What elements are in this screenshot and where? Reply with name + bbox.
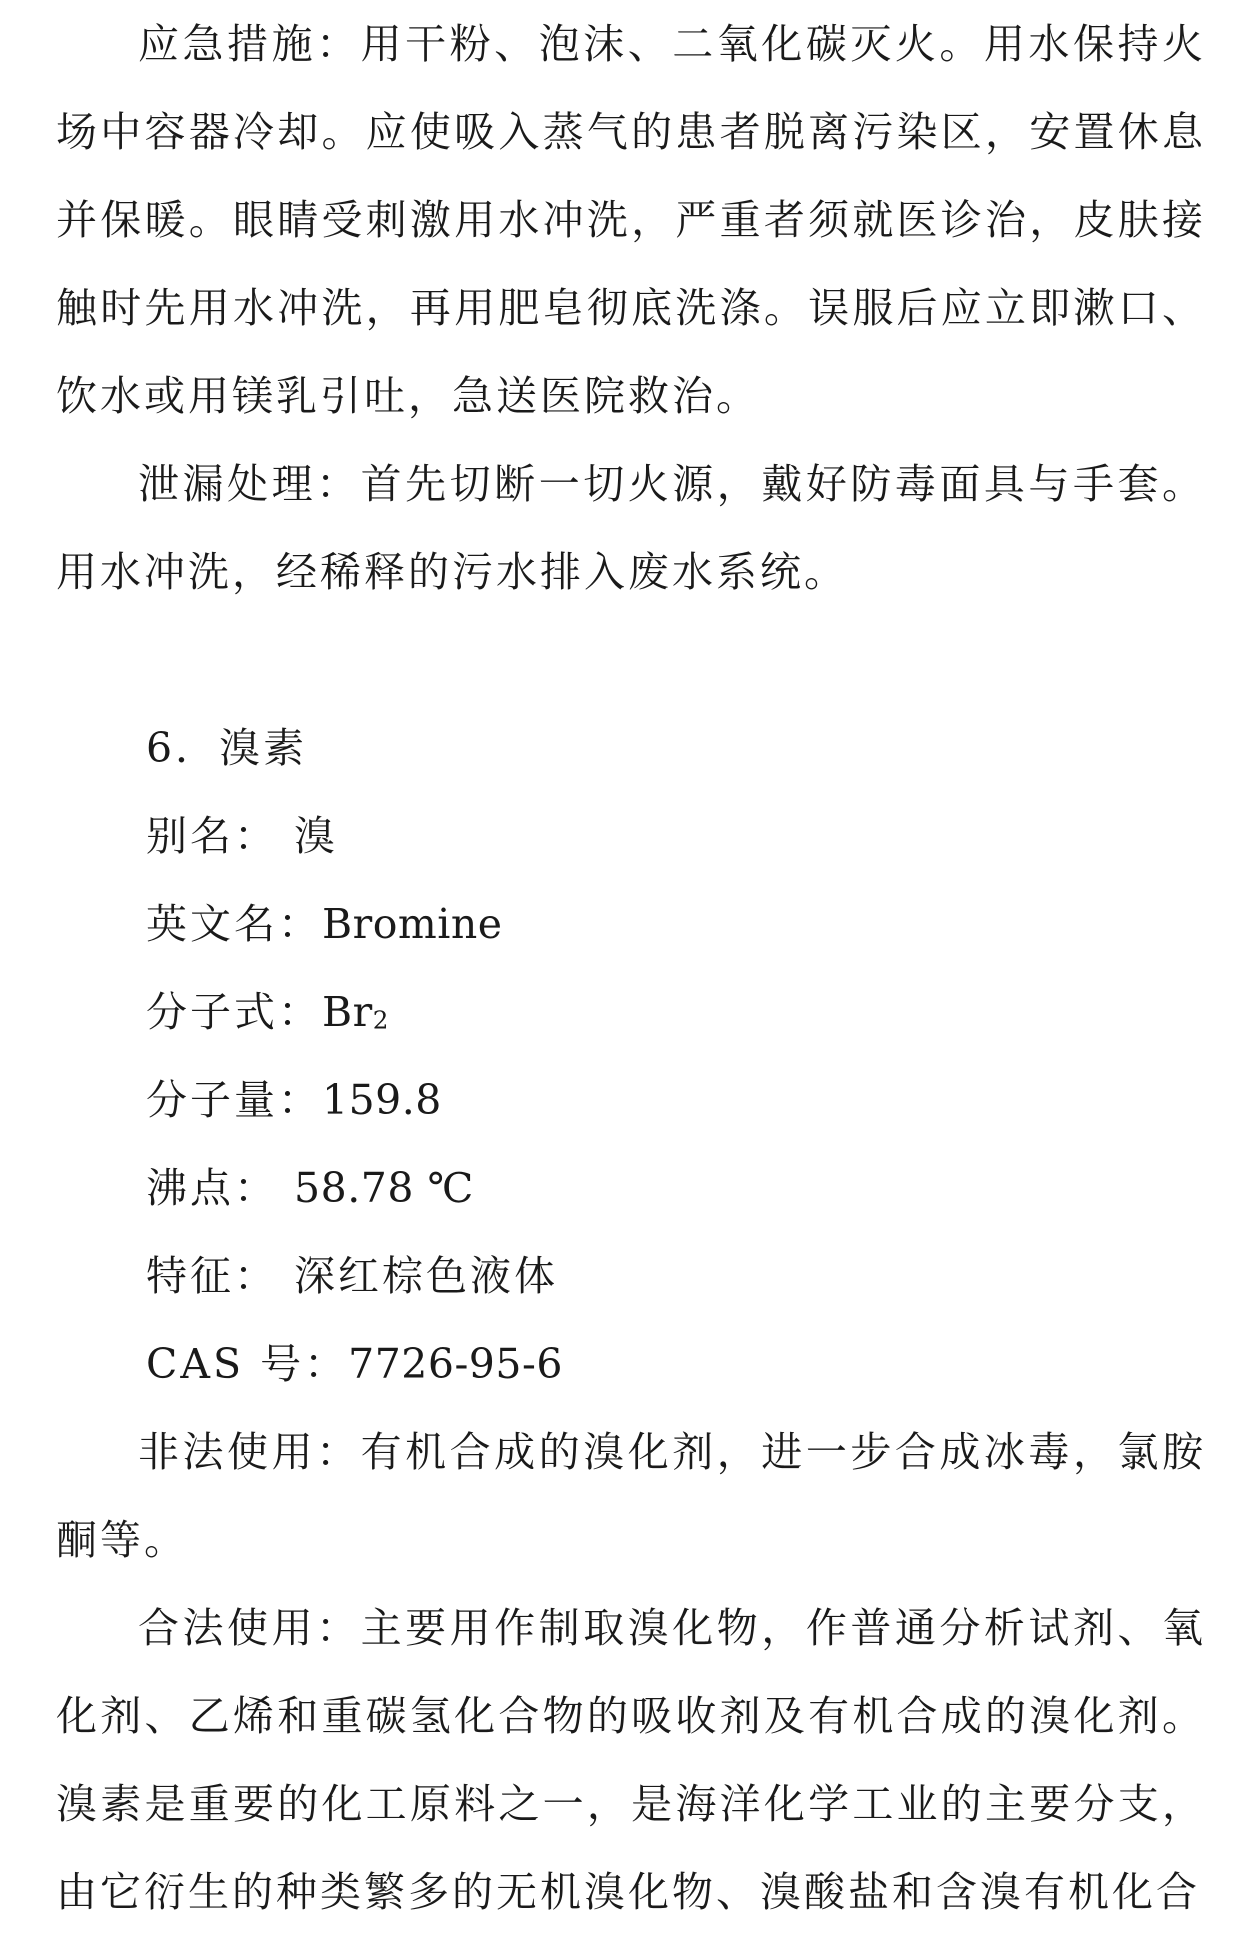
emergency-measures-paragraph: 应急措施：用干粉、泡沫、二氧化碳灭火。用水保持火场中容器冷却。应使吸入蒸气的患者脱离污染区，安置休息并保暖。眼睛受刺激用水冲洗，严重者须就医诊治，皮肤接触时先用水冲洗，再用肥皂彻底洗涤。误服后应立即漱口、饮水或用镁乳引吐，急送医院救治。 (56, 20, 1206, 420)
boiling-point-row (56, 1144, 1206, 1232)
cas-row (56, 1320, 1206, 1408)
feature-value: 深红棕色液体 (294, 1252, 559, 1300)
feature-row (56, 1232, 1206, 1320)
alias-label: 别名： (146, 812, 278, 860)
boiling-point-label: 沸点： (146, 1164, 278, 1212)
leak-handling-paragraph: 泄漏处理：首先切断一切火源，戴好防毒面具与手套。用水冲洗，经稀释的污水排入废水系统。 (56, 460, 1206, 596)
legal-use-paragraph: 合法使用：主要用作制取溴化物，作普通分析试剂、氧化剂、乙烯和重碳氢化合物的吸收剂及有机合成的溴化剂。溴素是重要的化工原料之一，是海洋化学工业的主要分支，由它衍生的种类繁多的无机溴化物、溴酸盐和含溴有机化合 (56, 1604, 1206, 1916)
section-heading: 6．溴素 (146, 724, 308, 772)
english-name-value: Bromine (322, 900, 503, 948)
boiling-point-value: 58.78 ℃ (294, 1164, 474, 1212)
document-page (56, 0, 1206, 1936)
formula-row (56, 968, 1206, 1056)
cas-value: 7726-95-6 (348, 1340, 563, 1388)
english-name-row (56, 880, 1206, 968)
feature-label: 特征： (146, 1252, 278, 1300)
formula-subscript: 2 (372, 1005, 392, 1035)
molecular-weight-label: 分子量： (146, 1076, 322, 1124)
illegal-use-paragraph: 非法使用：有机合成的溴化剂，进一步合成冰毒，氯胺酮等。 (56, 1428, 1206, 1564)
cas-label: CAS 号： (146, 1340, 349, 1388)
english-name-label: 英文名： (146, 900, 322, 948)
formula-label: 分子式： (146, 988, 322, 1036)
alias-value: 溴 (294, 812, 339, 860)
formula-base: Br (322, 988, 373, 1036)
molecular-weight-row (56, 1056, 1206, 1144)
molecular-weight-value: 159.8 (322, 1076, 442, 1124)
section-spacer (56, 616, 1206, 704)
alias-row (56, 792, 1206, 880)
